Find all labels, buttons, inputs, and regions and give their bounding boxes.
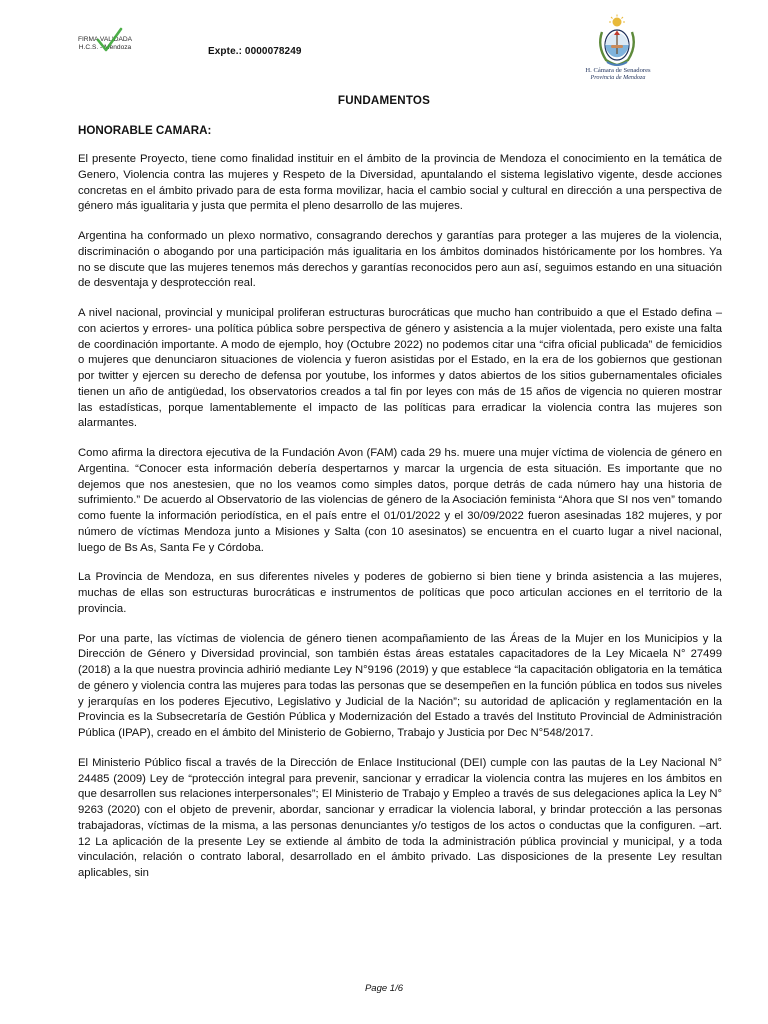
paragraph-3: A nivel nacional, provincial y municipal proliferan estructuras burocráticas que mucho han contribuido a que el Estado defina –con aciertos y errores- una política pública sobre perspectiva de género y asistencia a la mujer violentada, pero existe una falta de coordinación importante. A modo de ejemplo, hoy (Octubre 2022) no podemos citar una “cifra oficial publicada” de femicidios o mujeres que denunciaron situaciones de violencia y fueron asistidas por el Estado, en la era de los gobiernos que gestionan por twitter y ejercen su derecho de defensa por youtube, los informes y datos abiertos de los sitios gubernamentales oficiales tienen un año de antigüedad, los observatorios creados a tal fin por leyes con más de 15 años de vigencia no quieren mostrar las estadísticas, porque lamentablemente el impacto de las políticas para erradicar la violencia contra las mujeres son alarmantes. [78, 307, 722, 430]
paragraph-2: Argentina ha conformado un plexo normativo, consagrando derechos y garantías para proteger a las mujeres de la violencia, discriminación o abogando por una participación más igualitaria en los ámbitos dominados históricamente por los hombres. Ya no se discute que las mujeres tenemos más derechos y garantías reconocidos pero aun así, seguimos estando en una situación de desventaja y desprotección real. [78, 230, 722, 290]
paragraph-4: Como afirma la directora ejecutiva de la Fundación Avon (FAM) cada 29 hs. muere una mujer víctima de violencia de género en Argentina. “Conocer esta información debería despertarnos y marcar la urgencia de esta situación. Es importante que no dejemos que nos anestesien, que no los veamos como simples datos, porque detrás de cada número hay una historia de sufrimiento.” De acuerdo al Observatorio de las violencias de género de la Asociación feminista “Ahora que SI nos ven” tomando como fuente la información periodística, en el país entre el 01/01/2022 y el 30/09/2022 fueron asesinadas 182 mujeres, y por número de víctimas Mendoza junto a Misiones y Salta (con 10 asesinatos) se encuentra en el cuarto lugar a nivel nacional, luego de Bs As, Santa Fe y Córdoba. [78, 447, 722, 554]
institution-province: Provincia de Mendoza [590, 75, 646, 81]
paragraph-6: Por una parte, las víctimas de violencia de género tienen acompañamiento de las Áreas de la Mujer en los Municipios y la Dirección de Género y Diversidad provincial, son también éstas áreas estatales capacitadores de la Ley Micaela N° 27499 (2018) a la que nuestra provincia adhirió mediante Ley N°9196 (2019) y que establece “la capacitación obligatoria en la temática de género y violencia contra las mujeres para todas las personas que se desempeñen en la función pública en todos sus niveles y jerarquías en los poderes Ejecutivo, Legislativo y Judicial de la Nación”; su autoridad de aplicación y reglamentación en la Provincia es la Subsecretaría de Gestión Pública y Modernización del Estado a través del Instituto Provincial de Administración Pública (IPAP), creado en el ámbito del Ministerio de Gobierno, Trabajo y Justicia por Dec N°548/2017. [78, 632, 722, 739]
page-number: Page 1/6 [364, 983, 404, 994]
paragraph-1: El presente Proyecto, tiene como finalidad instituir en el ámbito de la provincia de Mendoza el conocimiento en la temática de Genero, Violencia contra las mujeres y Respeto de la Diversidad, apuntalando el sistema legislativo vigente, desde acciones concretas en el ámbito privado para de esta forma movilizar, hacia el cambio social y cultural en dirección a una perspectiva de género más igualitaria y justa que permita el pleno desarrollo de las mujeres. [78, 153, 722, 213]
salutation: HONORABLE CAMARA: [78, 124, 212, 137]
signature-validation-stamp [70, 36, 140, 52]
checkmark-icon [94, 26, 124, 56]
firma-line-2: H.C.S. - Mendoza [78, 44, 132, 51]
coat-of-arms-icon [592, 14, 642, 70]
firma-line-1: FIRMA VALIDADA [77, 36, 133, 43]
institution-name: H. Cámara de Senadores [585, 67, 651, 74]
document-heading: FUNDAMENTOS [337, 94, 431, 107]
document-body [78, 152, 722, 896]
paragraph-7: El Ministerio Público fiscal a través de la Dirección de Enlace Institucional (DEI) cumple con las pautas de la Ley Nacional N° 24485 (2009) Ley de “protección integral para prevenir, sancionar y erradicar la violencia contra las mujeres en los ámbitos en que desarrollen sus relaciones interpersonales”; El Ministerio de Trabajo y Empleo a través de sus delegaciones aplica la Ley N° 9263 (2020) con el objeto de prevenir, abordar, sancionar y erradicar la violencia laboral, y brindar protección a las personas trabajadoras, víctimas de la misma, a las personas denunciantes y/o testigos de los actos o conductas que la configuren. –art. 12 La aplicación de la presente Ley se extiende al ámbito de toda la administración pública provincial y municipal, y a toda vinculación, relación o contrato laboral, desarrollado en el ámbito privado. Las disposiciones de la presente Ley resultan aplicables, sin [78, 756, 722, 879]
paragraph-5: La Provincia de Mendoza, en sus diferentes niveles y poderes de gobierno si bien tiene y brinda asistencia a las mujeres, muchas de ellas son estructuras burocráticas e instrumentos de políticas que poco articulan acciones en el territorio de la provincia. [78, 571, 722, 615]
expediente-number: Expte.: 0000078249 [208, 46, 302, 57]
